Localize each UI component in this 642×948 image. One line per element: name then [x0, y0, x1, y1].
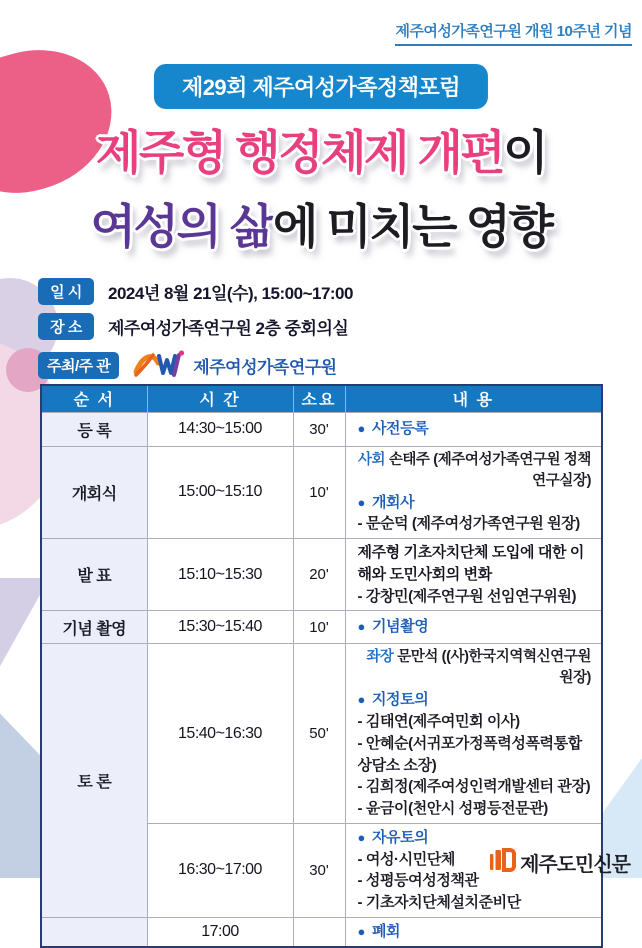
- info-row-host: [38, 348, 353, 383]
- duration-cell: 10': [293, 611, 345, 644]
- col-header-order: 순 서: [41, 385, 147, 412]
- datetime-label-badge: 일 시: [38, 278, 94, 305]
- time-cell: 17:00: [147, 917, 293, 946]
- content-cell: 제주형 기초자치단체 도입에 대한 이해와 도민사회의 변화 - 강창민(제주연구원 선임연구위원): [345, 539, 602, 611]
- venue-label-badge: 장 소: [38, 313, 94, 340]
- main-title-line2: [0, 190, 642, 257]
- host-label-badge: 주최/주 관: [38, 352, 119, 379]
- duration-cell: 30': [293, 412, 345, 446]
- duration-cell: [293, 917, 345, 946]
- time-cell: 15:40~16:30: [147, 644, 293, 824]
- content-cell: ● 사전등록: [345, 412, 602, 446]
- venue-value: 제주여성가족연구원 2층 중회의실: [108, 319, 349, 338]
- title-highlight-purple: 여성의 삶: [90, 200, 273, 253]
- anniversary-note: 제주여성가족연구원 개원 10주년 기념: [395, 20, 632, 46]
- duration-cell: 10': [293, 446, 345, 539]
- duration-cell: 30': [293, 823, 345, 917]
- content-cell: 사회 손태주 (제주여성가족연구원 정책연구실장) ● 개회사 - 문순덕 (제주여성가족연구원 원장): [345, 446, 602, 539]
- table-row: [41, 446, 602, 539]
- press-logo: [489, 846, 630, 878]
- bullet-dot-icon: ●: [357, 421, 365, 437]
- table-row: [41, 539, 602, 611]
- order-cell: 기념 촬영: [41, 611, 147, 644]
- content-cell: ● 자유토의 - 여성·시민단체 - 성평등여성정책관 - 기초자치단체설치준비단: [345, 823, 602, 917]
- press-name: 제주도민신문: [520, 853, 630, 876]
- schedule-header-row: [41, 385, 602, 412]
- bullet-dot-icon: ●: [357, 494, 365, 510]
- datetime-value: 2024년 8월 21일(수), 15:00~17:00: [108, 284, 353, 303]
- forum-title-badge: 제29회 제주여성가족정책포럼: [154, 64, 488, 109]
- table-row: [41, 644, 602, 824]
- title-rest: 이: [503, 126, 547, 179]
- time-cell: 15:30~15:40: [147, 611, 293, 644]
- main-title-line1: [0, 116, 642, 183]
- jeju-women-family-research-institute-logo-icon: [133, 348, 185, 383]
- jeju-domin-newspaper-logo-icon: [489, 846, 515, 878]
- content-cell: ● 기념촬영: [345, 611, 602, 644]
- time-cell: 15:10~15:30: [147, 539, 293, 611]
- order-cell: 토 론: [41, 644, 147, 918]
- order-cell: 발 표: [41, 539, 147, 611]
- table-row: [41, 412, 602, 446]
- bullet-dot-icon: ●: [357, 619, 365, 635]
- bullet-dot-icon: ●: [357, 692, 365, 708]
- table-row: [41, 611, 602, 644]
- time-cell: 16:30~17:00: [147, 823, 293, 917]
- title-rest: 에 미치는 영향: [272, 200, 552, 253]
- col-header-duration: 소요: [293, 385, 345, 412]
- duration-cell: 50': [293, 644, 345, 824]
- duration-cell: 20': [293, 539, 345, 611]
- table-row: [41, 917, 602, 946]
- order-cell: [41, 917, 147, 946]
- info-row-datetime: [38, 278, 353, 305]
- bullet-dot-icon: ●: [357, 829, 365, 845]
- content-cell: ● 폐회: [345, 917, 602, 946]
- info-row-venue: [38, 313, 353, 340]
- host-name: 제주여성가족연구원: [193, 358, 337, 377]
- title-highlight-pink: 제주형 행정체제 개편: [95, 126, 504, 179]
- time-cell: 15:00~15:10: [147, 446, 293, 539]
- time-cell: 14:30~15:00: [147, 412, 293, 446]
- order-cell: 등 록: [41, 412, 147, 446]
- col-header-time: 시 간: [147, 385, 293, 412]
- col-header-content: 내 용: [345, 385, 602, 412]
- event-info: [38, 278, 353, 391]
- order-cell: 개회식: [41, 446, 147, 539]
- content-cell: 좌장 문만석 ((사)한국지역혁신연구원 원장) ● 지정토의 - 김태연(제주여민회 이사) - 안혜순(서귀포가정폭력성폭력통합상담소 소장) - 김희정(제주여성인력개발센터 관장) - 윤금이(천안시 성평등전문관): [345, 644, 602, 824]
- bullet-dot-icon: ●: [357, 923, 365, 939]
